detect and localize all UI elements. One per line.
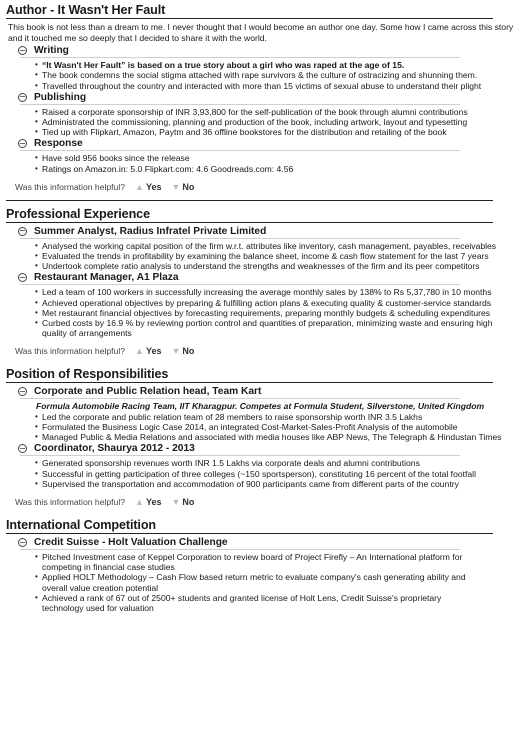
author-intro: This book is not less than a dream to me. I never thought that I would become an author one day. Some how I came across this story and it touched me so deeply that I decided to share it with the world. [8, 22, 514, 43]
section-title-experience: Professional Experience [6, 206, 150, 221]
yes-button[interactable]: ▲ Yes [135, 497, 162, 508]
team-kart-bullets [36, 412, 514, 443]
experience-section [6, 204, 514, 357]
subsection-divider [20, 150, 460, 151]
list-item: • Pitched Investment case of Keppel Corporation to review board of Project Firefly – An International platform for competing in financial case studies [36, 552, 476, 572]
list-item: • “It Wasn't Her Fault” is based on a true story about a girl who was raped at the age of 15. [36, 60, 514, 70]
subsection-title: Credit Suisse - Holt Valuation Challenge [34, 537, 228, 549]
subsection-divider [20, 398, 460, 399]
no-button[interactable]: ▼ No [171, 497, 195, 508]
subsection-title: Response [34, 138, 83, 150]
minus-circle-icon[interactable]: − [19, 92, 26, 102]
thumbs-down-icon: ▼ [171, 497, 181, 508]
subsection-shaurya[interactable] [18, 443, 514, 454]
section-title-competition: International Competition [6, 518, 157, 533]
no-button[interactable]: ▼ No [171, 181, 195, 192]
thumbs-up-icon: ▲ [135, 346, 144, 357]
subsection-restaurant-manager[interactable] [18, 272, 514, 283]
no-button[interactable]: ▼ No [171, 346, 195, 357]
subsection-divider [20, 284, 460, 285]
summer-analyst-bullets [36, 241, 514, 272]
section-separator [6, 200, 493, 201]
section-divider [6, 222, 493, 223]
section-divider [6, 18, 493, 19]
section-divider [6, 382, 493, 383]
subsection-response[interactable] [18, 138, 514, 149]
thumbs-down-icon: ▼ [171, 181, 181, 192]
minus-circle-icon[interactable]: − [19, 272, 26, 282]
subsection-credit-suisse[interactable] [18, 537, 514, 548]
list-item: • Evaluated the trends in profitability by examining the balance sheet, income & cash flow statement for the last 7 years [36, 251, 514, 261]
credit-suisse-bullets [36, 552, 476, 613]
subsection-title: Publishing [34, 91, 87, 103]
shaurya-bullets [36, 458, 514, 489]
list-item: • Met restaurant financial objectives by forecasting requirements, preparing monthly budgets & scheduling expenditures [36, 308, 514, 318]
subsection-title: Coordinator, Shaurya 2012 - 2013 [34, 443, 195, 455]
subsection-divider [20, 57, 460, 58]
subsection-title: Summer Analyst, Radius Infratel Private Limited [34, 225, 267, 237]
list-item: • Managed Public & Media Relations and associated with media houses like ABP News, The Telegraph & Hindustan Times [36, 432, 514, 442]
org-description: Formula Automobile Racing Team, IIT Kharagpur. Competes at Formula Student, Silverstone, United Kingdom [36, 401, 485, 412]
feedback-question: Was this information helpful? [15, 346, 126, 357]
list-item: • Achieved operational objectives by preparing & fulfilling action plans & executing quality & customer-service standards [36, 298, 514, 308]
subsection-divider [20, 455, 460, 456]
thumbs-up-icon: ▲ [135, 497, 144, 508]
subsection-title: Corporate and Public Relation head, Team Kart [34, 386, 262, 398]
restaurant-bullets [36, 287, 514, 338]
response-bullets [36, 153, 514, 173]
list-item: • The book condemns the social stigma attached with rape survivors & the culture of ostracizing and shunning them. [36, 70, 514, 80]
minus-circle-icon[interactable]: − [19, 386, 26, 396]
competition-section [6, 515, 514, 613]
writing-bullets [36, 60, 514, 91]
subsection-team-kart[interactable] [18, 386, 514, 397]
responsibilities-section [6, 364, 514, 507]
list-item: • Applied HOLT Methodology – Cash Flow based return metric to evaluate company's cash generating ability and overall value creation potential [36, 572, 476, 592]
subsection-divider [20, 549, 460, 550]
list-item: • Led a team of 100 workers in successfully increasing the average monthly sales by 138% to Rs 5,37,780 in 10 months [36, 287, 514, 297]
minus-circle-icon[interactable]: − [19, 138, 26, 148]
list-item: • Travelled throughout the country and interacted with more than 15 victims of sexual abuse to understand their plight [36, 81, 514, 91]
minus-circle-icon[interactable]: − [19, 226, 26, 236]
subsection-divider [20, 238, 460, 239]
section-title-author: Author - It Wasn't Her Fault [6, 3, 166, 17]
list-item: • Successful in getting participation of three colleges (~150 sportsperson), constituting 16 percent of the total footfall [36, 469, 514, 479]
thumbs-up-icon: ▲ [135, 181, 144, 192]
list-item: • Achieved a rank of 67 out of 2500+ students and granted license of Holt Lens, Credit Suisse's proprietary technology used for valuation [36, 593, 476, 613]
author-section [6, 0, 514, 201]
feedback-question: Was this information helpful? [15, 497, 126, 508]
subsection-title: Restaurant Manager, A1 Plaza [34, 272, 179, 284]
feedback-row [15, 497, 514, 507]
list-item: • Curbed costs by 16.9 % by reviewing portion control and quantities of preparation, minimizing waste and ensuring high quality of arrangements [36, 318, 514, 338]
list-item: • Have sold 956 books since the release [36, 153, 514, 163]
subsection-divider [20, 104, 460, 105]
list-item: • Generated sponsorship revenues worth INR 1.5 Lakhs via corporate deals and alumni contributions [36, 458, 514, 468]
list-item: • Analysed the working capital position of the firm w.r.t. attributes like inventory, cash management, payables, receivables [36, 241, 514, 251]
yes-button[interactable]: ▲ Yes [135, 181, 162, 192]
thumbs-down-icon: ▼ [171, 346, 181, 357]
list-item: • Formulated the Business Logic Case 2014, an integrated Cost-Market-Sales-Profit Analysis of the automobile [36, 422, 514, 432]
feedback-question: Was this information helpful? [15, 181, 126, 192]
list-item: • Ratings on Amazon.in: 5.0 Flipkart.com: 4.6 Goodreads.com: 4.56 [36, 164, 514, 174]
minus-circle-icon[interactable]: − [19, 537, 26, 547]
list-item: • Led the corporate and public relation team of 28 members to raise sponsorship worth INR 3.5 Lakhs [36, 412, 514, 422]
subsection-title: Writing [34, 45, 69, 57]
minus-circle-icon[interactable]: − [19, 443, 26, 453]
feedback-row [15, 182, 514, 192]
section-title-responsibilities: Position of Responsibilities [6, 367, 169, 382]
subsection-summer-analyst[interactable] [18, 226, 514, 237]
yes-button[interactable]: ▲ Yes [135, 346, 162, 357]
list-item: • Supervised the transportation and accommodation of 900 participants came from different parts of the country [36, 479, 514, 489]
list-item: • Administrated the commissioning, planning and production of the book, including artwork, layout and typesetting [36, 117, 514, 127]
minus-circle-icon[interactable]: − [19, 45, 26, 55]
feedback-row [15, 346, 514, 356]
list-item: • Raised a corporate sponsorship of INR 3,93,800 for the self-publication of the book through alumni contributions [36, 107, 514, 117]
publishing-bullets [36, 107, 514, 138]
list-item: • Undertook complete ratio analysis to understand the strengths and weaknesses of the firm and its peer competitors [36, 261, 514, 271]
subsection-writing[interactable] [18, 45, 514, 56]
subsection-publishing[interactable] [18, 92, 514, 103]
section-divider [6, 533, 493, 534]
list-item: • Tied up with Flipkart, Amazon, Paytm and 36 offline bookstores for the distribution and retailing of the book [36, 127, 514, 137]
